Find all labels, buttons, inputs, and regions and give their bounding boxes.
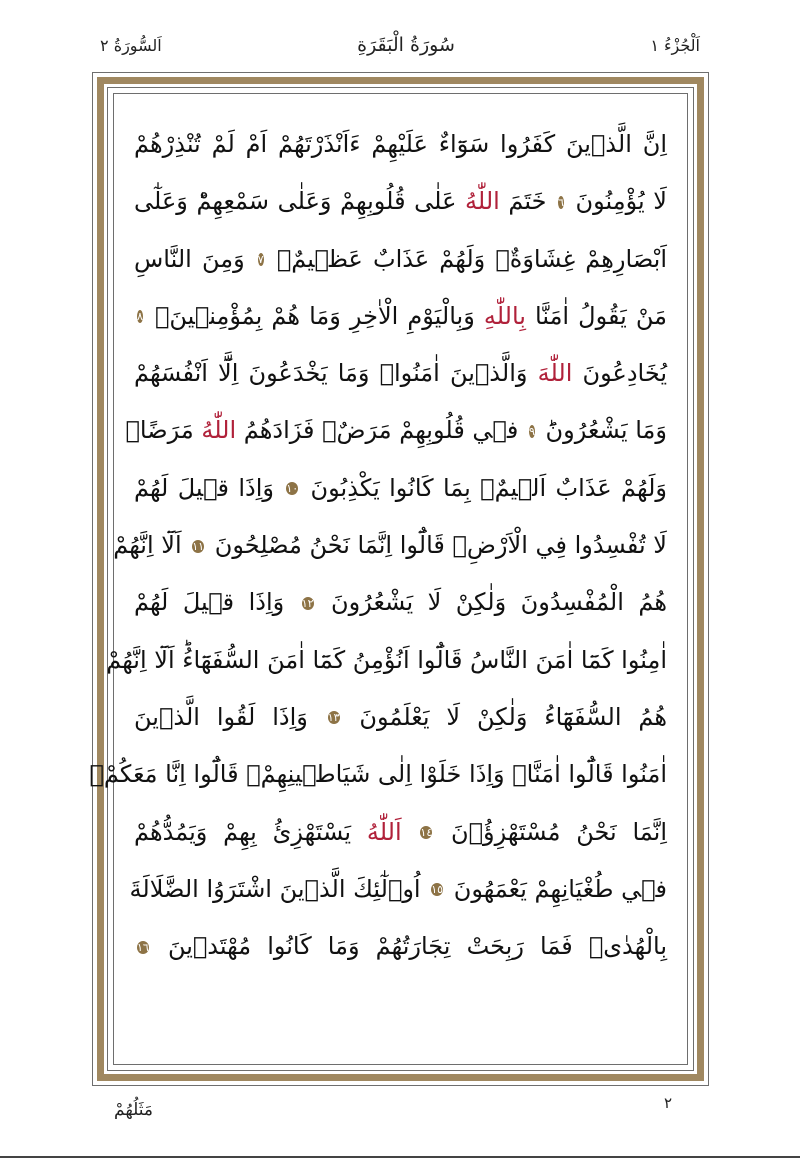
- verse-text: فٖي طُغْيَانِهِمْ يَعْمَهُونَ: [446, 874, 667, 903]
- gold-border: [89, 77, 704, 1081]
- verse-line: [113, 517, 667, 574]
- verse-text: وَمِنَ النَّاسِ: [134, 244, 255, 273]
- verse-text: اِنَّمَا نَحْنُ مُسْتَهْزِؤُ۫نَ: [435, 817, 667, 846]
- ayah-marker-icon: ٦: [558, 195, 564, 209]
- verse-text: مَنْ يَقُولُ اٰمَنَّا: [525, 301, 667, 330]
- verse-text: بِالْهُدٰىۖ فَمَا رَبِحَتْ تِجَارَتُهُمْ وَمَا كَانُوا مُهْتَدٖينَ: [151, 932, 667, 961]
- verse-line: [129, 861, 667, 918]
- ayah-marker-icon: ١٠: [286, 482, 299, 496]
- text-area: [89, 93, 688, 1065]
- verse-text: [402, 818, 418, 846]
- verse-text: وَاِذَا قٖيلَ لَهُمْ: [134, 473, 284, 502]
- ayah-marker-icon: ١٢: [301, 596, 314, 610]
- verse-text: خَتَمَ: [499, 187, 556, 216]
- verse-text: اَبْصَارِهِمْ غِشَاوَةٌۘ وَلَهُمْ عَذَابٌ عَظٖيمٌ۟: [266, 244, 667, 273]
- verse-text: اِنَّ الَّذٖينَ كَفَرُوا سَوَٓاءٌ عَلَيْهِمْ ءَاَنْذَرْتَهُمْ اَمْ لَمْ تُنْذِرْهُمْ: [134, 130, 667, 158]
- verse-text: لَا تُفْسِدُوا فِي الْاَرْضِۙ قَالُٓوا اِنَّمَا نَحْنُ مُصْلِحُونَ: [207, 531, 667, 560]
- divine-name-text: اللّٰهُ: [465, 187, 500, 216]
- verse-line: [134, 689, 667, 746]
- verse-line: [89, 746, 667, 803]
- ayah-marker-icon: ٨: [137, 310, 143, 324]
- ayah-marker-icon: ١٥: [431, 883, 444, 897]
- verse-lines: [89, 116, 668, 975]
- verse-text: اٰمِنُوا كَمَٓا اٰمَنَ النَّاسُ قَالُٓوا اَنُؤْمِنُ كَمَٓا اٰمَنَ السُّفَهَٓاءُؕ اَلَٓا اِنَّهُمْ: [106, 645, 667, 674]
- verse-text: هُمُ السُّفَهَٓاءُ وَلٰكِنْ لَا يَعْلَمُونَ: [342, 702, 667, 731]
- verse-line: [134, 231, 667, 288]
- ayah-marker-icon: ١٤: [420, 826, 433, 840]
- verse-text: وَالَّذٖينَ اٰمَنُواۚ وَمَا يَخْدَعُونَ اِلَّٓا اَنْفُسَهُمْ: [134, 359, 538, 388]
- verse-line: [134, 173, 667, 230]
- juz-label: اَلْجُزْءُ ١: [650, 35, 700, 55]
- verse-text: اَلَٓا اِنَّهُمْ: [113, 531, 190, 560]
- divine-name-text: اَللّٰهُ: [366, 817, 402, 846]
- divine-name-text: بِاللّٰهِ: [483, 301, 526, 330]
- catchword: مَثَلُهُمْ: [114, 1100, 154, 1120]
- verse-text: وَبِالْيَوْمِ الْاٰخِرِ وَمَا هُمْ بِمُؤْمِنٖينَۢ: [145, 301, 484, 330]
- verse-text: يُخَادِعُونَ: [572, 359, 667, 388]
- ayah-marker-icon: ٩: [528, 424, 535, 438]
- verse-text: وَلَهُمْ عَذَابٌ اَلٖيمٌۙ بِمَا كَانُوا يَكْذِبُونَ: [301, 473, 667, 502]
- verse-text: وَمَا يَشْعُرُونَؕ: [537, 416, 667, 445]
- verse-line: [134, 288, 667, 345]
- ayah-marker-icon: ١٣: [327, 711, 340, 725]
- verse-text: اُو۬لٰٓئِكَ الَّذٖينَ اشْتَرَوُا الضَّلَالَةَ: [129, 874, 429, 903]
- verse-text: وَاِذَا لَقُوا الَّذٖينَ: [134, 702, 325, 731]
- divine-name-text: اللّٰهُ: [201, 416, 237, 445]
- ayah-marker-icon: ١٦: [137, 940, 149, 954]
- verse-line: [106, 632, 667, 689]
- divine-name-text: اللّٰهَ: [537, 359, 573, 388]
- verse-line: [134, 918, 667, 975]
- verse-line: [134, 804, 667, 861]
- verse-text: اٰمَنُوا قَالُٓوا اٰمَنَّاۚ وَاِذَا خَلَوْا اِلٰى شَيَاطٖينِهِمْۙ قَالُٓوا اِنَّا مَعَكُمْۙ: [89, 760, 667, 789]
- ayah-marker-icon: ٧: [257, 253, 264, 267]
- verse-text: هُمُ الْمُفْسِدُونَ وَلٰكِنْ لَا يَشْعُرُونَ: [316, 588, 668, 617]
- verse-line: [134, 460, 667, 517]
- surah-name: سُورَةُ الْبَقَرَةِ: [357, 34, 455, 56]
- verse-line: [125, 402, 667, 459]
- verse-text: يَسْتَهْزِئُ بِهِمْ وَيَمُدُّهُمْ: [134, 817, 367, 846]
- verse-text: وَاِذَا قٖيلَ لَهُمْ: [134, 588, 299, 617]
- verse-text: لَا يُؤْمِنُونَ: [566, 187, 667, 216]
- verse-text: مَرَضًاۚ: [125, 416, 202, 445]
- ayah-marker-icon: ١١: [192, 539, 205, 553]
- bottom-divider: [0, 1156, 800, 1158]
- page-number: ٢: [664, 1094, 673, 1112]
- verse-text: عَلٰى قُلُوبِهِمْ وَعَلٰى سَمْعِهِمْؕ وَعَلٰٓى: [134, 187, 466, 216]
- verse-text: فٖي قُلُوبِهِمْ مَرَضٌۙ فَزَادَهُمُ: [236, 416, 526, 445]
- page-header: [100, 30, 700, 60]
- page-frame: [89, 72, 709, 1086]
- verse-line: [134, 345, 667, 402]
- surah-number-label: اَلسُّورَةُ ٢: [100, 35, 162, 55]
- verse-line: [134, 574, 667, 631]
- verse-line: [134, 116, 667, 173]
